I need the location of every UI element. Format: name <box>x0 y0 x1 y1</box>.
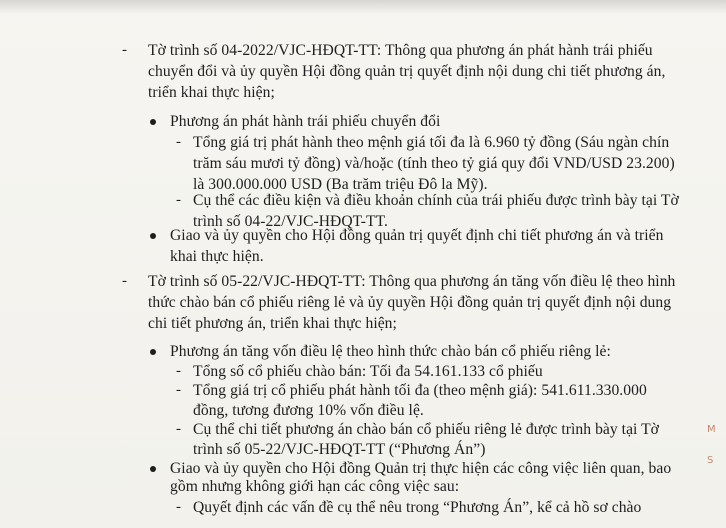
margin-mark: M <box>707 424 716 435</box>
section2-sub2-line-1: Tổng giá trị cổ phiếu phát hành tối đa (theo mệnh giá): 541.611.330.000 <box>193 382 647 399</box>
section1-sub2-line-1: Cụ thể các điều kiện và điều khoản chính của trái phiếu được trình bày tại Tờ <box>193 192 679 209</box>
scan-edge-shadow <box>0 0 726 14</box>
section2-line-2: thức chào bán cổ phiếu riêng lẻ và ủy quyền Hội đồng quản trị quyết định nội dung <box>148 294 672 311</box>
section1-dash: - <box>122 42 127 58</box>
section2-sub-last-line-1: Quyết định các vấn đề cụ thể nêu trong “Phương Án”, kể cả hồ sơ chào <box>193 499 642 516</box>
section2-sub3-line-2: trình số 05-22/VJC-HĐQT-TT (“Phương Án”) <box>193 441 486 458</box>
section1-line-3: triển khai thực hiện; <box>148 84 275 101</box>
bullet-dot <box>150 119 156 125</box>
section2-bullet2-line-2: gồm nhưng không giới hạn các công việc sau: <box>170 478 460 495</box>
section2-bullet2-line-1: Giao và ủy quyền cho Hội đồng Quản trị thực hiện các công việc liên quan, bao <box>170 460 672 477</box>
sub-dash: - <box>176 421 181 437</box>
sub-dash: - <box>176 192 181 208</box>
section1-bullet2-line-2: khai thực hiện. <box>170 248 264 265</box>
section1-sub2-line-2: trình số 04-22/VJC-HĐQT-TT. <box>193 213 388 230</box>
sub-dash: - <box>176 134 181 150</box>
margin-mark: S <box>707 455 714 466</box>
section1-bullet1-heading: Phương án phát hành trái phiếu chuyển đổi <box>170 113 441 130</box>
section2-sub1-line-1: Tổng số cổ phiếu chào bán: Tối đa 54.161.133 cổ phiếu <box>193 363 543 380</box>
section1-sub1-line-2: trăm sáu mươi tỷ đồng) và/hoặc (tính theo tỷ giá quy đổi VND/USD 23.200) <box>193 155 675 172</box>
section1-line-2: chuyển đổi và ủy quyền Hội đồng quản trị quyết định nội dung chi tiết phương án, <box>148 63 666 80</box>
section2-sub3-line-1: Cụ thể chi tiết phương án chào bán cổ phiếu riêng lẻ được trình bày tại Tờ <box>193 421 659 438</box>
bullet-dot <box>150 466 156 472</box>
section1-sub1-line-3: là 300.000.000 USD (Ba trăm triệu Đô la Mỹ). <box>193 176 488 193</box>
bullet-dot <box>150 349 156 355</box>
section2-line-3: chi tiết phương án, triển khai thực hiện; <box>148 315 397 332</box>
section2-bullet1-heading: Phương án tăng vốn điều lệ theo hình thức chào bán cổ phiếu riêng lẻ: <box>170 343 611 360</box>
bullet-dot <box>150 233 156 239</box>
sub-dash: - <box>176 499 181 515</box>
section1-line-1: Tờ trình số 04-2022/VJC-HĐQT-TT: Thông qua phương án phát hành trái phiếu <box>148 42 653 59</box>
section1-bullet2-line-1: Giao và ủy quyền cho Hội đồng quản trị quyết định chi tiết phương án và triển <box>170 227 664 244</box>
section2-dash: - <box>122 273 127 289</box>
section2-line-1: Tờ trình số 05-22/VJC-HĐQT-TT: Thông qua phương án tăng vốn điều lệ theo hình <box>148 273 676 290</box>
section2-sub2-line-2: đồng, tương đương 10% vốn điều lệ. <box>193 402 424 419</box>
sub-dash: - <box>176 363 181 379</box>
section1-sub1-line-1: Tổng giá trị phát hành theo mệnh giá tối đa là 6.960 tỷ đồng (Sáu ngàn chín <box>193 134 670 151</box>
sub-dash: - <box>176 382 181 398</box>
